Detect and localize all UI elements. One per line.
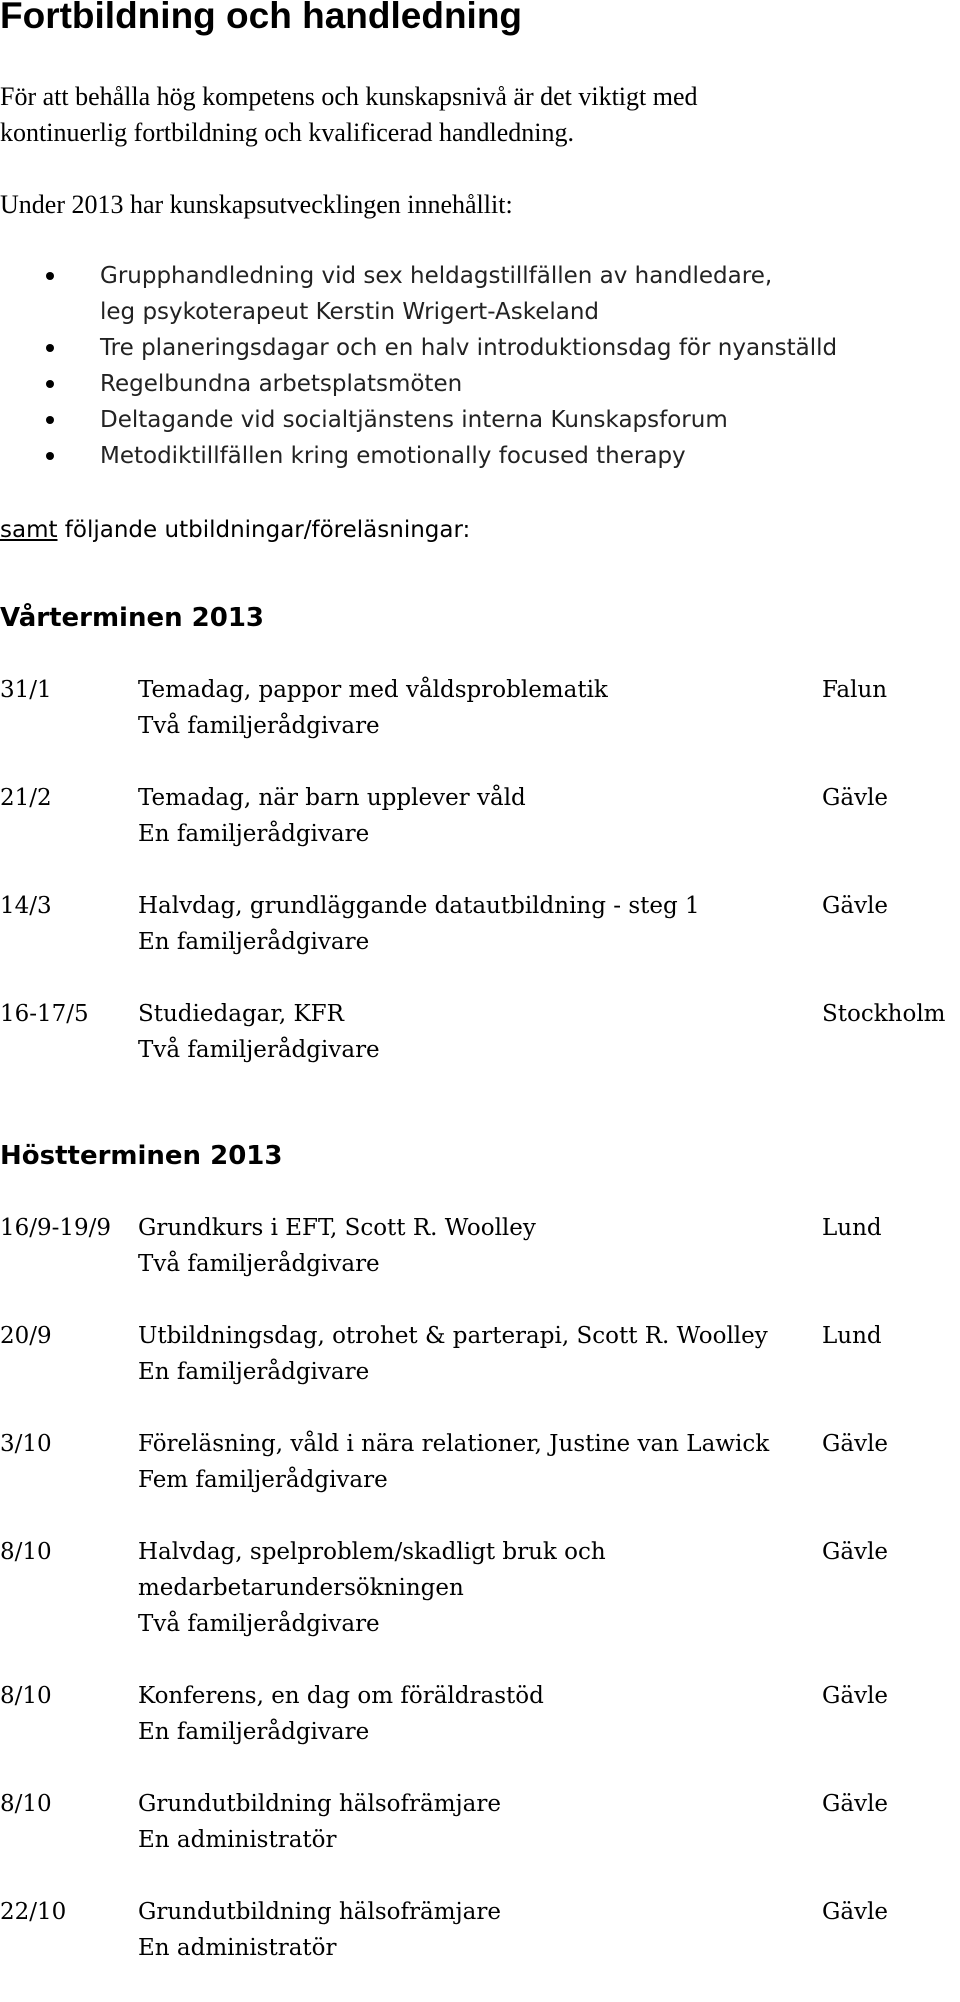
entry-detail: Två familjerådgivare (138, 1611, 380, 1637)
entry-line (0, 1678, 960, 1714)
schedule-entry (0, 1210, 960, 1282)
bullet-item-line: Tre planeringsdagar och en halv introduktionsdag för nyanställd (100, 335, 838, 361)
entry-description: Föreläsning, våld i nära relationer, Justine van Lawick (138, 1431, 770, 1457)
entry-location: Lund (822, 1215, 882, 1241)
entry-line (0, 1714, 960, 1750)
entry-location: Falun (822, 677, 888, 703)
courses-intro-rest: följande utbildningar/föreläsningar: (57, 517, 471, 543)
entry-line (0, 1534, 960, 1570)
entry-date: 8/10 (0, 1539, 52, 1565)
schedule-entry (0, 1894, 960, 1966)
entry-line (0, 708, 960, 744)
schedule-entry (0, 1534, 960, 1642)
entry-detail: En familjerådgivare (138, 929, 370, 955)
spring-schedule (0, 672, 960, 1104)
entry-location: Gävle (822, 1683, 889, 1709)
entry-location: Stockholm (822, 1001, 946, 1027)
page-title: Fortbildning och handledning (0, 0, 523, 36)
entry-line (0, 1462, 960, 1498)
schedule-entry (0, 1318, 960, 1390)
entry-line (0, 1354, 960, 1390)
entry-location: Gävle (822, 1899, 889, 1925)
entry-line (0, 1894, 960, 1930)
entry-description: Grundkurs i EFT, Scott R. Woolley (138, 1215, 536, 1241)
entry-description: Halvdag, grundläggande datautbildning - steg 1 (138, 893, 700, 919)
entry-detail: En administratör (138, 1935, 337, 1961)
entry-line (0, 1930, 960, 1966)
bullet-item-line: leg psykoterapeut Kerstin Wrigert-Askeland (100, 299, 600, 325)
bullet-item-line: Deltagande vid socialtjänstens interna Kunskapsforum (100, 407, 728, 433)
entry-line (0, 1246, 960, 1282)
entry-line (0, 996, 960, 1032)
courses-intro (0, 512, 470, 548)
autumn-heading: Höstterminen 2013 (0, 1141, 283, 1171)
entry-line (0, 1606, 960, 1642)
entry-date: 31/1 (0, 677, 52, 703)
entry-line (0, 1318, 960, 1354)
entry-date: 8/10 (0, 1791, 52, 1817)
entry-location: Gävle (822, 893, 889, 919)
entry-detail: Två familjerådgivare (138, 713, 380, 739)
entry-description: Temadag, pappor med våldsproblematik (138, 677, 608, 703)
entry-line (0, 1570, 960, 1606)
entry-description: Utbildningsdag, otrohet & parterapi, Scott R. Woolley (138, 1323, 768, 1349)
entry-line (0, 1426, 960, 1462)
autumn-schedule (0, 1210, 960, 2002)
entry-detail: Två familjerådgivare (138, 1251, 380, 1277)
schedule-entry (0, 888, 960, 960)
bullet-item (0, 366, 960, 402)
entry-line (0, 924, 960, 960)
schedule-entry (0, 1426, 960, 1498)
bullet-item-line: Regelbundna arbetsplatsmöten (100, 371, 463, 397)
entry-description: Konferens, en dag om föräldrastöd (138, 1683, 544, 1709)
entry-date: 16-17/5 (0, 1001, 89, 1027)
entry-date: 20/9 (0, 1323, 52, 1349)
entry-location: Gävle (822, 1791, 889, 1817)
entry-location: Lund (822, 1323, 882, 1349)
courses-intro-underlined: samt (0, 517, 58, 543)
bullet-list (0, 258, 960, 474)
entry-date: 16/9-19/9 (0, 1215, 112, 1241)
entry-detail: En familjerådgivare (138, 1719, 370, 1745)
intro-line-2: kontinuerlig fortbildning och kvalificerad handledning. (0, 118, 575, 147)
entry-date: 21/2 (0, 785, 52, 811)
entry-line (0, 888, 960, 924)
entry-description: Grundutbildning hälsofrämjare (138, 1899, 501, 1925)
entry-detail: Fem familjerådgivare (138, 1467, 388, 1493)
entry-line (0, 1032, 960, 1068)
bullet-item (0, 258, 960, 330)
bullet-item (0, 438, 960, 474)
entry-line (0, 1210, 960, 1246)
entry-detail: Två familjerådgivare (138, 1037, 380, 1063)
intro-line-1: För att behålla hög kompetens och kunskapsnivå är det viktigt med (0, 82, 698, 111)
schedule-entry (0, 780, 960, 852)
entry-description: Halvdag, spelproblem/skadligt bruk och (138, 1539, 606, 1565)
entry-location: Gävle (822, 1539, 889, 1565)
bullet-item (0, 330, 960, 366)
bullet-item-line: Metodiktillfällen kring emotionally focused therapy (100, 443, 686, 469)
entry-description: Grundutbildning hälsofrämjare (138, 1791, 501, 1817)
entry-line (0, 816, 960, 852)
schedule-entry (0, 1786, 960, 1858)
spring-heading: Vårterminen 2013 (0, 603, 265, 633)
entry-description: Studiedagar, KFR (138, 1001, 344, 1027)
entry-location: Gävle (822, 1431, 889, 1457)
schedule-entry (0, 672, 960, 744)
entry-line (0, 672, 960, 708)
entry-detail: En familjerådgivare (138, 1359, 370, 1385)
schedule-entry (0, 996, 960, 1068)
entry-line (0, 780, 960, 816)
entry-date: 8/10 (0, 1683, 52, 1709)
entry-date: 22/10 (0, 1899, 67, 1925)
bullet-item-line: Grupphandledning vid sex heldagstillfällen av handledare, (100, 263, 773, 289)
entry-detail: medarbetarundersökningen (138, 1575, 464, 1601)
year-intro: Under 2013 har kunskapsutvecklingen innehållit: (0, 190, 513, 219)
entry-description: Temadag, när barn upplever våld (138, 785, 526, 811)
entry-detail: En familjerådgivare (138, 821, 370, 847)
entry-line (0, 1822, 960, 1858)
entry-date: 14/3 (0, 893, 52, 919)
entry-location: Gävle (822, 785, 889, 811)
schedule-entry (0, 1678, 960, 1750)
entry-detail: En administratör (138, 1827, 337, 1853)
entry-line (0, 1786, 960, 1822)
entry-date: 3/10 (0, 1431, 52, 1457)
bullet-item (0, 402, 960, 438)
